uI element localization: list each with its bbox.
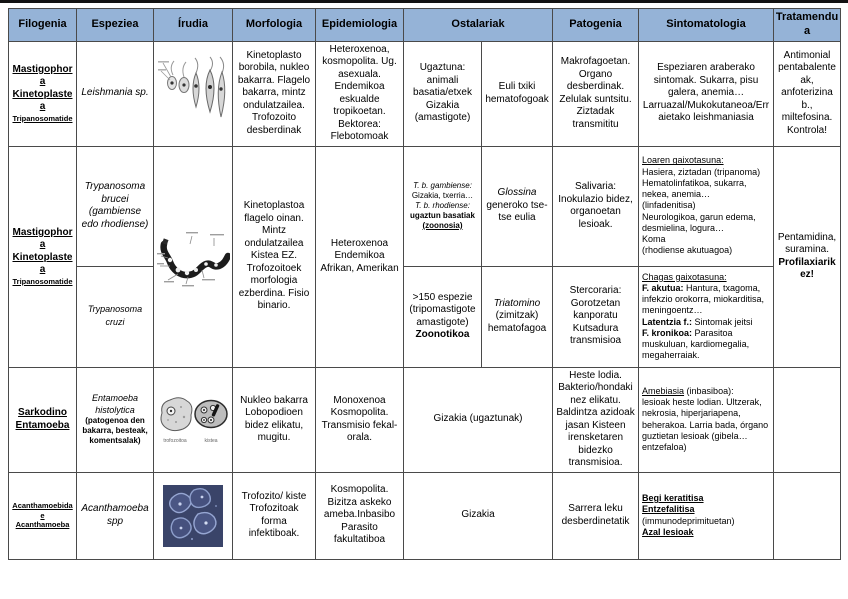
col-header-filogenia: Filogenia: [9, 9, 77, 42]
vector-genus: Triatomino: [493, 297, 541, 309]
cell-tratamendua-entamoeba: [774, 367, 841, 472]
leishmania-stages-image: [157, 53, 229, 135]
col-header-irudia: Írudia: [154, 9, 233, 42]
cell-sintomatologia-acanthamoeba: [639, 472, 774, 559]
cell-tratamendua-leishmania: Antimonial pentabalenteak, anfoterizina b., miltefosina. Kontrola!: [774, 41, 841, 146]
cell-ostalariak-bektorea-cruzi: [482, 266, 553, 367]
cell-sintomatologia-entamoeba: [639, 367, 774, 472]
phase-acute-text: Hantura, txagoma, infekzio orokorra, miokarditisa, meningoentz…: [642, 282, 765, 316]
family-name: Acanthamoebidae: [12, 501, 73, 520]
cell-sintomatologia-brucei: [639, 146, 774, 266]
host-range: >150 espezie (tripomastigote amastigote): [409, 291, 476, 328]
trypanosome-image: [156, 222, 230, 292]
col-header-morfologia: Morfologia: [233, 9, 316, 42]
cell-ostalariak-entamoeba: Gizakia (ugaztunak): [404, 367, 553, 472]
disease-name: Chagas gaixotasuna:: [642, 271, 727, 282]
cell-irudia-trypanosoma: [154, 146, 233, 367]
cell-filogenia-leishmania: [9, 41, 77, 146]
vector-genus: Glossina: [497, 187, 537, 199]
disease-qualifier: (inbasiboa):: [684, 385, 734, 396]
col-header-ostalariak: Ostalariak: [404, 9, 553, 42]
class-name: Kinetoplastea: [12, 251, 73, 276]
cell-morfologia-leishmania: Kinetoplasto borobila, nukleo bakarra. Flagelo bakarra, mintz ondulatzailea. Trofozoito desberdinak: [233, 41, 316, 146]
trophozoite-label: trofozoitoa: [163, 437, 187, 444]
row-leishmania: [9, 41, 841, 146]
symptom-line: (rhodiense akutuagoa): [642, 245, 733, 256]
header-row: [9, 9, 841, 42]
symptom-line: Koma: [642, 234, 666, 245]
symptom-line: (linfadenitisa): [642, 200, 696, 211]
entamoeba-forms-image: [156, 391, 230, 449]
species-name: Acanthamoeba spp: [81, 503, 149, 527]
phase-acute-label: F. akutua:: [642, 282, 684, 293]
col-header-epidemiologia: Epidemiologia: [316, 9, 404, 42]
cell-ostalariak-ugaztuna-cruzi: [404, 266, 482, 367]
cell-filogenia-acanthamoeba: [9, 472, 77, 559]
cell-espeziea-cruzi: [77, 266, 154, 367]
phase-chronic-label: F. kronikoa:: [642, 327, 693, 338]
cell-ostalariak-bektorea-leishmania: Euli txiki hematofogoak: [482, 41, 553, 146]
phase-chronic-text: Parasitoa muskuluan, kardiomegalia, megaherraiak.: [642, 327, 750, 361]
col-header-patogenia: Patogenia: [553, 9, 639, 42]
cell-irudia-entamoeba: [154, 367, 233, 472]
species-note: (patogenoa den bakarra, besteak, komentsalak): [82, 415, 148, 445]
treatment-drugs: Pentamidina, suramina.: [777, 231, 837, 255]
row-trypanosoma-cruzi: [9, 266, 841, 367]
cell-ostalariak-bektorea-brucei: [482, 146, 553, 266]
class-name: Kinetoplastea: [12, 88, 73, 113]
gambiense-hosts: Gizakia, txerria…: [411, 191, 474, 200]
species-name: Entamoeba histolytica: [91, 393, 139, 415]
row-trypanosoma-brucei: [9, 146, 841, 266]
cell-irudia-leishmania: [154, 41, 233, 146]
cell-filogenia-trypanosoma: [9, 146, 77, 367]
cell-ostalariak-acanthamoeba: Gizakia: [404, 472, 553, 559]
family-name: Tripanosomatide: [12, 276, 73, 286]
cell-morfologia-entamoeba: Nukleo bakarra Lobopodioen bidez elikatu, mugitu.: [233, 367, 316, 472]
cell-patogenia-leishmania: Makrofagoetan. Organo desberdinak. Zelulak suntsitu. Ziztadak transmititu: [553, 41, 639, 146]
cell-tratamendua-trypanosoma: [774, 146, 841, 367]
cell-patogenia-cruzi: Stercoraria: Gorotzetan kanporatu Kutsadura transmisioa: [553, 266, 639, 367]
cell-sintomatologia-cruzi: [639, 266, 774, 367]
col-header-sintomatologia: Sintomatologia: [639, 9, 774, 42]
genus-name: Entamoeba: [15, 419, 70, 431]
subspecies-gambiense: T. b. gambiense:: [413, 181, 472, 190]
disease-name: Amebiasia: [642, 385, 685, 396]
cell-patogenia-acanthamoeba: Sarrera leku desberdinetatik: [553, 472, 639, 559]
symptom-line: Hematolinfatikoa, sukarra, nekea, anemia…: [642, 177, 747, 200]
cell-irudia-acanthamoeba: [154, 472, 233, 559]
cell-patogenia-entamoeba: Heste lodia. Bakterio/hondakinez elikatu. Baldintza azidoak jasan Kisteen irensketaren bidezko transmisioa.: [553, 367, 639, 472]
cell-espeziea-entamoeba: [77, 367, 154, 472]
cell-filogenia-entamoeba: [9, 367, 77, 472]
vector-description: (zimitzak) hematofagoa: [487, 310, 547, 334]
symptom-line: Neurologikoa, garun edema, desmielina, logura…: [642, 211, 756, 233]
phylum-name: Mastigophora: [12, 226, 73, 251]
row-acanthamoeba: [9, 472, 841, 559]
cell-ostalariak-ugaztuna-leishmania: Ugaztuna: animali basatia/etxek Gizakia (amastigote): [404, 41, 482, 146]
species-name: Trypanosoma brucei (gambiense edo rhodiense): [81, 181, 149, 230]
phylum-name: Mastigophora: [12, 63, 73, 88]
family-name: Tripanosomatide: [12, 113, 73, 123]
page-top-edge: [0, 0, 848, 3]
cell-epidemiologia-trypanosoma: Heteroxenoa Endemikoa Afrikan, Amerikan: [316, 146, 404, 367]
vector-description: generoko tse-tse eulia: [486, 199, 548, 224]
rhodiense-hosts: ugaztun basatiak: [410, 211, 475, 220]
cell-epidemiologia-acanthamoeba: Kosmopolita. Bizitza askeko ameba.Inbasibo Parasito fakultatiboa: [316, 472, 404, 559]
phase-latent-label: Latentzia f.:: [642, 316, 693, 327]
col-header-tratamendua: Tratamendua: [774, 9, 841, 42]
phase-latent-text: Sintomak jeitsi: [692, 316, 753, 327]
symptom-skin-lesions: Azal lesioak: [642, 526, 694, 537]
species-name: Trypanosoma cruzi: [87, 304, 143, 327]
cell-epidemiologia-entamoeba: Monoxenoa Kosmopolita. Transmisio fekal-orala.: [316, 367, 404, 472]
parasitology-table: [8, 8, 841, 560]
genus-name: Acanthamoeba: [15, 520, 70, 530]
subspecies-rhodiense: T. b. rhodiense:: [415, 201, 470, 210]
symptom-text: lesioak heste lodian. Ultzerak, nekrosia, hiperjariapena, beherakoa. Larria bada, órgano guztietan lesioak (gibela…entzefaloa): [642, 397, 769, 452]
symptom-note: (immunodeprimituetan): [642, 515, 735, 526]
cell-patogenia-brucei: Salivaria: Inokulazio bidez, organoetan lesioak.: [553, 146, 639, 266]
zoonotic-note: Zoonotikoa: [415, 329, 470, 340]
disease-name: Loaren gaixotasuna:: [642, 155, 724, 166]
cell-ostalariak-ugaztuna-brucei: [404, 146, 482, 266]
symptom-encephalitis: Entzefalitisa: [642, 504, 695, 515]
symptom-line: Hasiera, ziztadan (tripanoma): [642, 166, 761, 177]
species-name: Leishmania sp.: [81, 87, 149, 99]
acanthamoeba-micrograph-image: [162, 484, 224, 548]
cyst-label: kistea: [204, 437, 218, 444]
zoonosia-note: (zoonosia): [422, 221, 463, 230]
cell-morfologia-acanthamoeba: Trofozito/ kiste Trofozitoak forma infektiboak.: [233, 472, 316, 559]
cell-epidemiologia-leishmania: Heteroxenoa, kosmopolita. Ug. asexuala. Endemikoa eskualde tropikoetan. Bektorea: Flebotomoak: [316, 41, 404, 146]
cell-tratamendua-acanthamoeba: [774, 472, 841, 559]
treatment-note: Profilaxiarik ez!: [778, 256, 836, 280]
phylum-name: Sarkodino: [18, 407, 67, 418]
cell-espeziea-leishmania: [77, 41, 154, 146]
cell-sintomatologia-leishmania: Espeziaren araberako sintomak. Sukarra, pisu galera, anemia… Larruazal/Mukokutaneoa/Erraietako leishmaniasia: [639, 41, 774, 146]
cell-morfologia-trypanosoma: Kinetoplastoa flagelo oinan. Mintz ondulatzailea Kistea EZ. Trofozoitoek morfologia ezberdina. Fisio binario.: [233, 146, 316, 367]
cell-espeziea-brucei: [77, 146, 154, 266]
col-header-espeziea: Espeziea: [77, 9, 154, 42]
cell-espeziea-acanthamoeba: [77, 472, 154, 559]
row-entamoeba: [9, 367, 841, 472]
symptom-keratitis: Begi keratitisa: [642, 493, 704, 503]
